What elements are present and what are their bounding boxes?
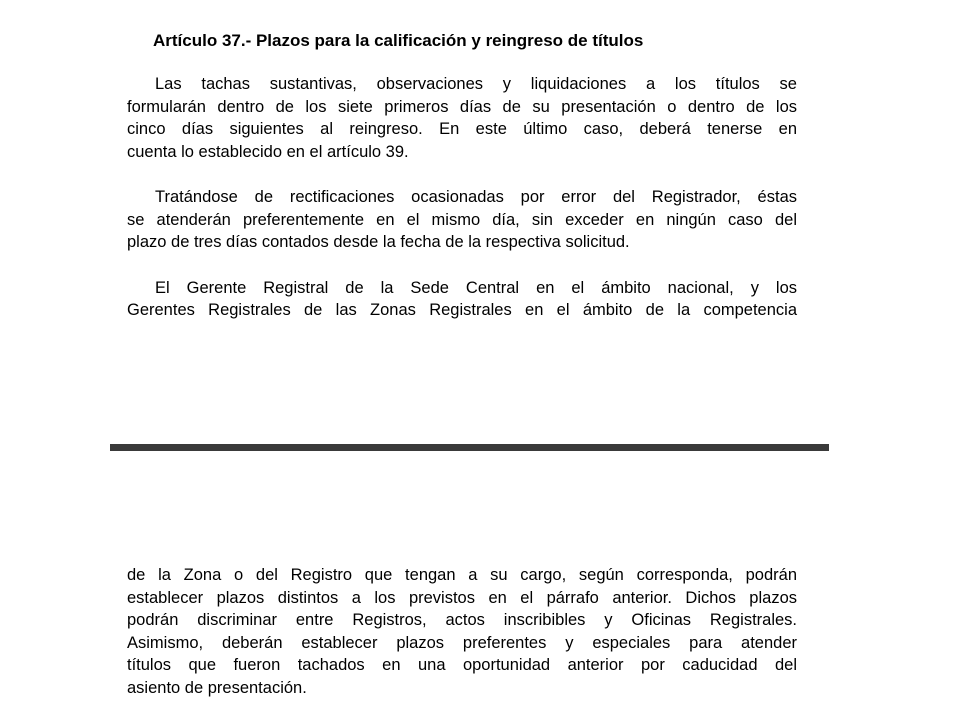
paragraph-3-continued-line-3: podrán discriminar entre Registros, actos inscribibles y Oficinas Registrales. xyxy=(127,611,797,629)
paragraph-2-line-2: se atenderán preferentemente en el mismo día, sin exceder en ningún caso del xyxy=(127,210,797,229)
paragraph-3-continued-line-6: asiento de presentación. xyxy=(127,678,307,697)
paragraph-1-line-3: cinco días siguientes al reingreso. En este último caso, deberá tenerse en xyxy=(127,120,797,138)
page-top-section xyxy=(127,30,797,322)
page-bottom-section xyxy=(127,564,797,699)
paragraph-3-line-1: El Gerente Registral de la Sede Central en el ámbito nacional, y los xyxy=(155,278,797,297)
paragraph-1-line-1: Las tachas sustantivas, observaciones y liquidaciones a los títulos se xyxy=(155,75,797,93)
paragraph-3-continued-line-2: establecer plazos distintos a los previstos en el párrafo anterior. Dichos plazos xyxy=(127,588,797,607)
page-break-divider xyxy=(110,444,829,451)
paragraph-3 xyxy=(127,277,797,322)
paragraph-1-line-4: cuenta lo establecido en el artículo 39. xyxy=(127,142,409,161)
paragraph-1-line-2: formularán dentro de los siete primeros días de su presentación o dentro de los xyxy=(127,97,797,116)
paragraph-2-line-3: plazo de tres días contados desde la fecha de la respectiva solicitud. xyxy=(127,233,630,251)
paragraph-3-line-2: Gerentes Registrales de las Zonas Registrales en el ámbito de la competencia xyxy=(127,301,797,319)
paragraph-2 xyxy=(127,186,797,254)
paragraph-3-continued-line-1: de la Zona o del Registro que tengan a su cargo, según corresponda, podrán xyxy=(127,566,797,584)
article-title: Artículo 37.- Plazos para la calificación y reingreso de títulos xyxy=(153,31,644,50)
paragraph-1 xyxy=(127,73,797,163)
paragraph-2-line-1: Tratándose de rectificaciones ocasionadas por error del Registrador, éstas xyxy=(155,188,797,206)
paragraph-3-continued-line-4: Asimismo, deberán establecer plazos preferentes y especiales para atender xyxy=(127,633,797,652)
paragraph-3-continued xyxy=(127,564,797,699)
paragraph-3-continued-line-5: títulos que fueron tachados en una oportunidad anterior por caducidad del xyxy=(127,656,797,674)
